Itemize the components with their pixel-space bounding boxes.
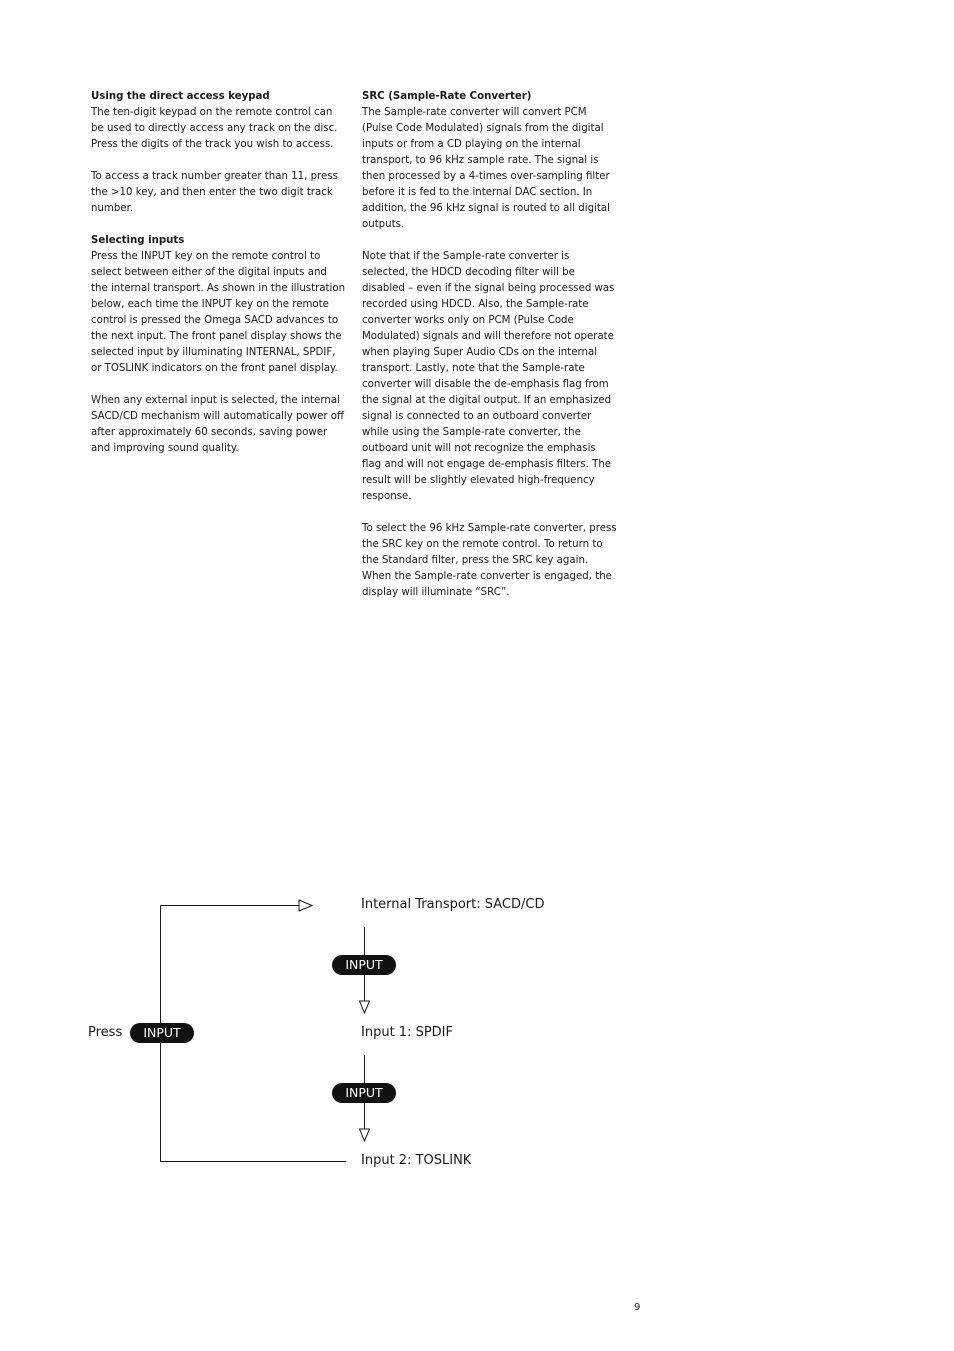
input-key-press: INPUT xyxy=(130,1023,194,1043)
input-key-step-1: INPUT xyxy=(332,955,396,975)
section-heading: Using the direct access keypad xyxy=(91,91,270,102)
section-heading: Selecting inputs xyxy=(91,235,185,246)
section-heading: SRC (Sample-Rate Converter) xyxy=(362,91,532,102)
paragraph: Press the INPUT key on the remote control to select between either of the digital inputs and the internal transport. As shown in the illustration below, each time the INPUT key on the remote control is pressed the Omega SACD advances to the next input. The front panel display shows the selected input by illuminating INTERNAL, SPDIF, or TOSLINK indicators on the front panel display. xyxy=(91,251,346,374)
input-2-label: Input 2: TOSLINK xyxy=(361,1153,472,1168)
page-number: 9 xyxy=(634,1302,641,1313)
input-key-step-2: INPUT xyxy=(332,1083,396,1103)
press-label: Press xyxy=(88,1025,123,1040)
paragraph: When any external input is selected, the internal SACD/CD mechanism will automatically power off after approximately 60 seconds, saving power and improving sound quality. xyxy=(91,395,345,454)
paragraph: To access a track number greater than 11, press the >10 key, and then enter the two digit track number. xyxy=(91,171,338,214)
paragraph: To select the 96 kHz Sample-rate converter, press the SRC key on the remote control. To return to the Standard filter, press the SRC key again. When the Sample-rate converter is engaged, the display will illuminate “SRC”. xyxy=(362,523,617,598)
paragraph: The Sample-rate converter will convert PCM (Pulse Code Modulated) signals from the digital inputs or from a CD playing on the internal transport, to 96 kHz sample rate. The signal is then processed by a 4-times over-sampling filter before it is fed to the internal DAC section. In addition, the 96 kHz signal is routed to all digital outputs. xyxy=(362,107,610,230)
input-1-label: Input 1: SPDIF xyxy=(361,1025,453,1040)
arrow-down-icon xyxy=(360,1001,370,1013)
internal-transport-label: Internal Transport: SACD/CD xyxy=(361,897,545,912)
arrow-down-icon xyxy=(360,1129,370,1141)
paragraph: Note that if the Sample-rate converter is selected, the HDCD decoding filter will be disabled – even if the signal being processed was recorded using HDCD. Also, the Sample-rate converter works only on PCM (Pulse Code Modulated) signals and will therefore not operate when playing Super Audio CDs on the internal transport. Lastly, note that the Sample-rate converter will disable the de-emphasis flag from the signal at the digital output. If an emphasized signal is connected to an outboard converter while using the Sample-rate converter, the outboard unit will not recognize the emphasis flag and will not engage de-emphasis filters. The result will be slightly elevated high-frequency response. xyxy=(362,251,615,502)
arrow-right-icon xyxy=(299,900,312,911)
paragraph: The ten-digit keypad on the remote control can be used to directly access any track on the disc. Press the digits of the track you wish to access. xyxy=(91,107,338,150)
